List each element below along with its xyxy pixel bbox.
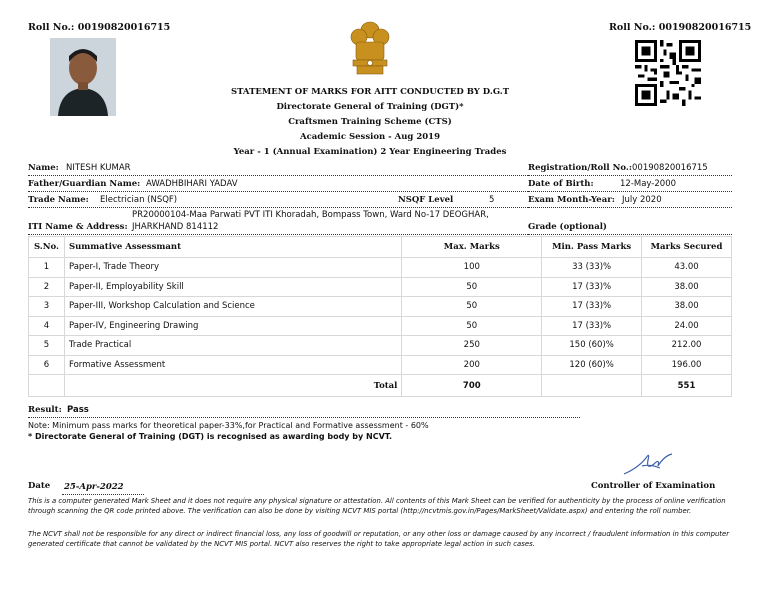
father-name: AWADHBIHARI YADAV: [146, 179, 238, 189]
signature-image: [620, 446, 680, 478]
roll-number-right: Roll No.: 00190820016715: [609, 22, 752, 33]
row-sno: 5: [29, 336, 65, 356]
table-row: [29, 297, 732, 317]
row-marks-secured: 38.00: [642, 277, 732, 297]
header-marks-secured: Marks Secured: [642, 237, 732, 258]
dotted-rule: [28, 175, 528, 176]
total-row: [29, 375, 732, 397]
table-row: [29, 277, 732, 297]
registration-number: 00190820016715: [632, 163, 708, 173]
header-max-marks: Max. Marks: [402, 237, 542, 258]
iti-address-line1: PR20000104-Maa Parwati PVT ITI Khoradah, Bompass Town, Ward No-17 DEOGHAR,: [132, 210, 489, 220]
row-min-pass: 120 (60)%: [542, 355, 642, 375]
roll-number-left: Roll No.: 00190820016715: [28, 22, 171, 33]
table-row: [29, 316, 732, 336]
table-row: [29, 258, 732, 278]
cts-title: Craftsmen Training Scheme (CTS): [288, 117, 452, 127]
candidate-name: NITESH KUMAR: [66, 163, 131, 173]
registration-label: Registration/Roll No.:: [528, 163, 632, 173]
row-min-pass: 17 (33)%: [542, 277, 642, 297]
row-max-marks: 50: [402, 316, 542, 336]
row-assessment: Paper-II, Employability Skill: [64, 277, 401, 297]
row-max-marks: 50: [402, 277, 542, 297]
header-sno: S.No.: [29, 237, 65, 258]
total-blank: [542, 375, 642, 397]
iti-address-line2: JHARKHAND 814112: [132, 222, 219, 232]
note-dgt: * Directorate General of Training (DGT) is recognised as awarding body by NCVT.: [28, 432, 393, 441]
row-assessment: Paper-III, Workshop Calculation and Science: [64, 297, 401, 317]
exam-month-label: Exam Month-Year:: [528, 195, 615, 205]
name-label: Name:: [28, 163, 59, 173]
date-of-birth: 12-May-2000: [620, 179, 677, 189]
total-max-marks: 700: [402, 375, 542, 397]
dotted-rule: [62, 494, 144, 495]
total-marks-secured: 551: [642, 375, 732, 397]
row-sno: 4: [29, 316, 65, 336]
academic-session: Academic Session - Aug 2019: [300, 132, 440, 142]
candidate-photo: [50, 38, 116, 116]
result-label: Result:: [28, 405, 62, 415]
issue-date: 25-Apr-2022: [64, 482, 124, 492]
exam-month-year: July 2020: [622, 195, 662, 205]
row-marks-secured: 43.00: [642, 258, 732, 278]
row-marks-secured: 212.00: [642, 336, 732, 356]
dotted-rule: [528, 234, 732, 235]
disclaimer-liability: The NCVT shall not be responsible for any direct or indirect financial loss, any loss of goodwill or reputation, or any other loss or damage caused by any incorrect / fraudulent information in this computer generated certificate that cannot be validated by the NCVT MIS portal. NCVT also reserves the right to take appropriate legal action in such cases.: [28, 530, 730, 548]
header-assessment: Summative Assessmant: [64, 237, 401, 258]
iti-label: ITI Name & Address:: [28, 222, 128, 232]
row-assessment: Paper-IV, Engineering Drawing: [64, 316, 401, 336]
dotted-rule: [528, 191, 732, 192]
grade-label: Grade (optional): [528, 222, 607, 232]
nsqf-level: 5: [489, 195, 495, 205]
row-sno: 3: [29, 297, 65, 317]
row-max-marks: 100: [402, 258, 542, 278]
row-max-marks: 200: [402, 355, 542, 375]
table-header-row: [29, 237, 732, 258]
row-marks-secured: 196.00: [642, 355, 732, 375]
dotted-rule: [28, 234, 528, 235]
row-sno: 6: [29, 355, 65, 375]
nsqf-label: NSQF Level: [398, 195, 454, 205]
date-label: Date: [28, 481, 51, 491]
total-label: Total: [64, 375, 401, 397]
national-emblem-icon: [347, 20, 393, 82]
disclaimer-verification: This is a computer generated Mark Sheet and it does not require any physical signature or attestation. All contents of this Mark Sheet can be verified for authenticity by the process of online verification through scanning the QR code printed above. The verification can also be done by visiting NCVT MIS portal (http://ncvtmis.gov.in/Pages/MarkSheet/Validate.aspx) and entering the roll number.: [28, 497, 726, 515]
row-sno: 2: [29, 277, 65, 297]
statement-title: STATEMENT OF MARKS FOR AITT CONDUCTED BY D.G.T: [230, 87, 510, 97]
note-pass-marks: Note: Minimum pass marks for theoretical paper-33%,for Practical and Formative assessment - 60%: [28, 421, 429, 430]
dgt-title: Directorate General of Training (DGT)*: [276, 102, 464, 112]
controller-label: Controller of Examination: [591, 481, 716, 491]
qr-code-icon: [633, 38, 703, 108]
row-marks-secured: 24.00: [642, 316, 732, 336]
row-assessment: Paper-I, Trade Theory: [64, 258, 401, 278]
row-max-marks: 250: [402, 336, 542, 356]
row-min-pass: 150 (60)%: [542, 336, 642, 356]
row-min-pass: 17 (33)%: [542, 316, 642, 336]
row-min-pass: 17 (33)%: [542, 297, 642, 317]
row-assessment: Trade Practical: [64, 336, 401, 356]
result-value: Pass: [67, 405, 89, 415]
dotted-rule: [28, 417, 580, 418]
row-assessment: Formative Assessment: [64, 355, 401, 375]
dob-label: Date of Birth:: [528, 179, 594, 189]
header-min-pass: Min. Pass Marks: [542, 237, 642, 258]
marks-table: [28, 236, 732, 397]
row-sno: 1: [29, 258, 65, 278]
total-blank: [29, 375, 65, 397]
dotted-rule: [28, 207, 528, 208]
trade-label: Trade Name:: [28, 195, 89, 205]
dotted-rule: [528, 175, 732, 176]
table-row: [29, 336, 732, 356]
table-row: [29, 355, 732, 375]
dotted-rule: [28, 191, 528, 192]
row-min-pass: 33 (33)%: [542, 258, 642, 278]
trade-name: Electrician (NSQF): [100, 195, 178, 205]
row-marks-secured: 38.00: [642, 297, 732, 317]
dotted-rule: [528, 207, 732, 208]
father-label: Father/Guardian Name:: [28, 179, 141, 189]
year-exam-line: Year - 1 (Annual Examination) 2 Year Engineering Trades: [233, 147, 507, 157]
row-max-marks: 50: [402, 297, 542, 317]
